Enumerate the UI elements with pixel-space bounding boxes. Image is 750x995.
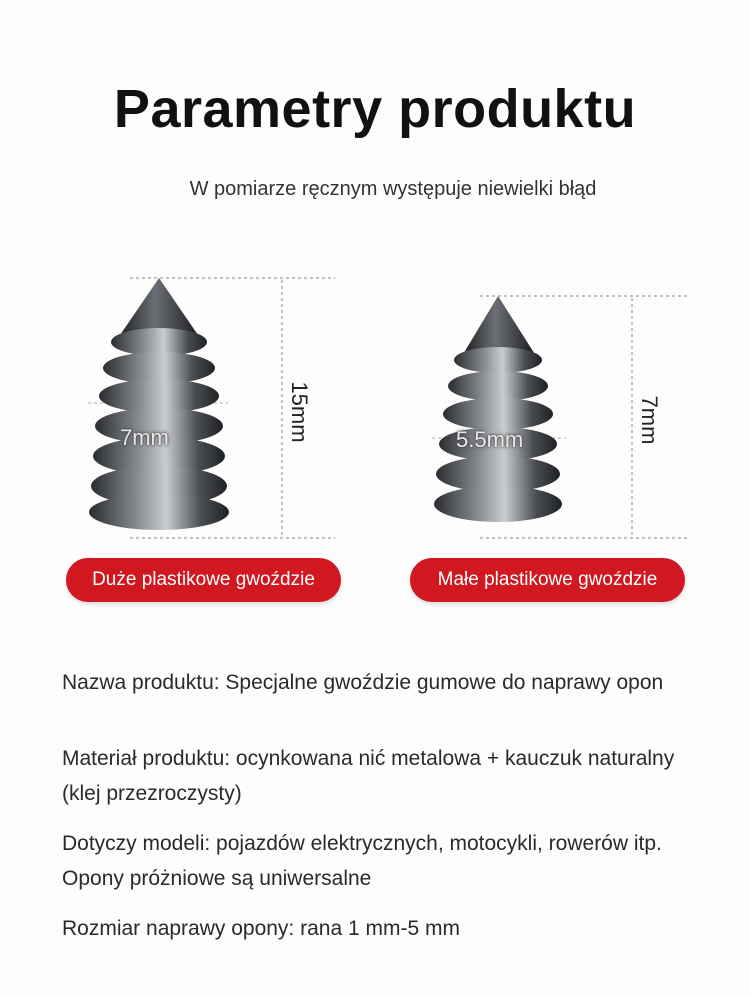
large-nails-button[interactable] <box>66 558 341 602</box>
spec-material: Materiał produktu: ocynkowana nić metalowa + kauczuk naturalny (klej przezroczysty) <box>62 747 675 805</box>
page-subtitle: W pomiarze ręcznym występuje niewielki błąd <box>189 178 597 200</box>
spec-compatibility: Dotyczy modeli: pojazdów elektrycznych, motocykli, rowerów itp. Opony próżniowe są uniwersalne <box>62 832 662 890</box>
product-illustration <box>0 260 750 550</box>
spec-product-name: Nazwa produktu: Specjalne gwoździe gumowe do naprawy opon <box>62 671 664 694</box>
large-nail-height-label: 15mm <box>287 381 312 443</box>
page-title: Parametry produktu <box>113 79 637 139</box>
large-nails-button-label: Duże plastikowe gwoździe <box>92 569 315 590</box>
small-nail-height-label: 7mm <box>637 395 662 445</box>
small-nail-width-label: 5.5mm <box>456 427 524 452</box>
small-nails-button[interactable] <box>410 558 685 602</box>
large-nail-width-label: 7mm <box>120 425 169 450</box>
small-nails-button-label: Małe plastikowe gwoździe <box>437 569 658 590</box>
spec-repair-size: Rozmiar naprawy opony: rana 1 mm-5 mm <box>62 917 460 940</box>
